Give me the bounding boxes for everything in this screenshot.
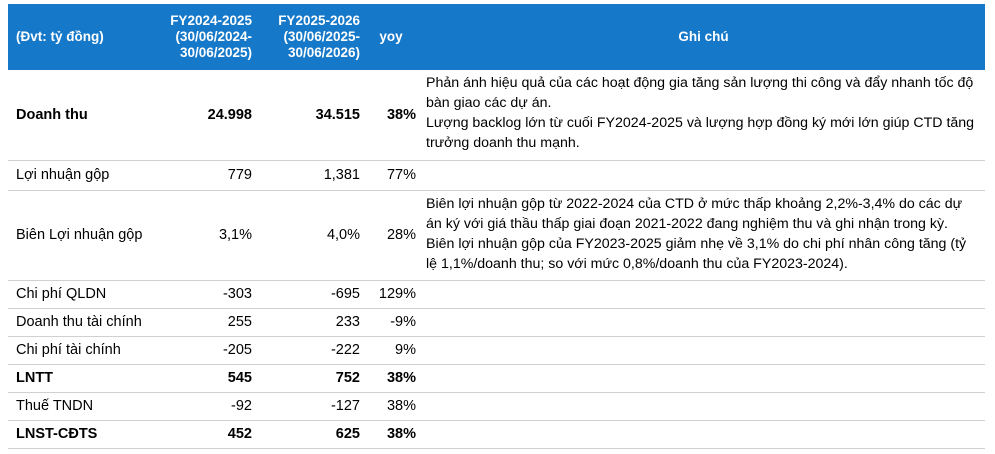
value-fy2024-2025: 545 bbox=[148, 364, 258, 392]
table-row bbox=[8, 160, 985, 190]
value-fy2024-2025: 24.998 bbox=[148, 70, 258, 160]
yoy-value: 38% bbox=[366, 392, 422, 420]
value-fy2025-2026: 752 bbox=[258, 364, 366, 392]
row-label: Chi phí QLDN bbox=[8, 280, 148, 308]
row-label: Doanh thu tài chính bbox=[8, 308, 148, 336]
fy1-line-1: FY2024-2025 bbox=[170, 13, 252, 28]
value-fy2025-2026: -127 bbox=[258, 392, 366, 420]
value-fy2025-2026: -222 bbox=[258, 336, 366, 364]
value-fy2024-2025: -303 bbox=[148, 280, 258, 308]
value-fy2025-2026: 233 bbox=[258, 308, 366, 336]
note-paragraph: Phản ánh hiệu quả của các hoạt động gia tăng sản lượng thi công và đẩy nhanh tốc độ bàn giao các dự án. bbox=[426, 75, 974, 111]
financial-table bbox=[8, 4, 985, 449]
value-fy2024-2025: -92 bbox=[148, 392, 258, 420]
fy2-line-3: 30/06/2026) bbox=[287, 45, 360, 60]
header-row bbox=[8, 4, 985, 70]
table-row bbox=[8, 190, 985, 280]
unit-header: (Đvt: tỷ đồng) bbox=[8, 4, 148, 70]
value-fy2024-2025: 255 bbox=[148, 308, 258, 336]
value-fy2024-2025: 3,1% bbox=[148, 190, 258, 280]
row-label: Chi phí tài chính bbox=[8, 336, 148, 364]
value-fy2024-2025: -205 bbox=[148, 336, 258, 364]
fy1-line-3: 30/06/2025) bbox=[179, 45, 252, 60]
note-cell bbox=[422, 308, 985, 336]
value-fy2025-2026: 4,0% bbox=[258, 190, 366, 280]
note-cell bbox=[422, 420, 985, 448]
note-paragraph: Biên lợi nhuận gộp từ 2022-2024 của CTD ở mức thấp khoảng 2,2%-3,4% do các dự án ký với giá thầu thấp giai đoạn 2021-2022 đang nghiệm thu và ghi nhận trong kỳ. bbox=[426, 195, 963, 232]
note-header: Ghi chú bbox=[422, 4, 985, 70]
value-fy2024-2025: 779 bbox=[148, 160, 258, 190]
note-cell bbox=[422, 364, 985, 392]
table-row bbox=[8, 364, 985, 392]
value-fy2025-2026: -695 bbox=[258, 280, 366, 308]
note-cell bbox=[422, 392, 985, 420]
note-cell bbox=[422, 190, 985, 280]
yoy-value: 129% bbox=[366, 280, 422, 308]
value-fy2025-2026: 1,381 bbox=[258, 160, 366, 190]
table-row bbox=[8, 392, 985, 420]
row-label: Biên Lợi nhuận gộp bbox=[8, 190, 148, 280]
yoy-value: 38% bbox=[366, 70, 422, 160]
yoy-value: 77% bbox=[366, 160, 422, 190]
fy2-header bbox=[258, 4, 366, 70]
fy1-header bbox=[148, 4, 258, 70]
yoy-value: 38% bbox=[366, 420, 422, 448]
yoy-value: 9% bbox=[366, 336, 422, 364]
table-row bbox=[8, 336, 985, 364]
value-fy2025-2026: 34.515 bbox=[258, 70, 366, 160]
table-row bbox=[8, 70, 985, 160]
fy1-line-2: (30/06/2024- bbox=[175, 29, 252, 44]
note-cell bbox=[422, 336, 985, 364]
value-fy2025-2026: 625 bbox=[258, 420, 366, 448]
note-paragraph: Biên lợi nhuận gộp của FY2023-2025 giảm nhẹ về 3,1% do chi phí nhân công tăng (tỷ lệ 1,1%/doanh thu; so với mức 0,8%/doanh thu của FY2023-2024). bbox=[426, 235, 967, 272]
yoy-header: yoy bbox=[366, 4, 422, 70]
fy2-line-2: (30/06/2025- bbox=[283, 29, 360, 44]
note-cell bbox=[422, 280, 985, 308]
table-row bbox=[8, 420, 985, 448]
row-label: Thuế TNDN bbox=[8, 392, 148, 420]
row-label: LNST-CĐTS bbox=[8, 420, 148, 448]
yoy-value: 28% bbox=[366, 190, 422, 280]
note-paragraph: Lượng backlog lớn từ cuối FY2024-2025 và lượng hợp đồng ký mới lớn giúp CTD tăng trưởng doanh thu mạnh. bbox=[426, 115, 975, 151]
table-row bbox=[8, 280, 985, 308]
table-row bbox=[8, 308, 985, 336]
fy2-line-1: FY2025-2026 bbox=[278, 13, 360, 28]
row-label: Lợi nhuận gộp bbox=[8, 160, 148, 190]
note-cell bbox=[422, 70, 985, 160]
yoy-value: 38% bbox=[366, 364, 422, 392]
value-fy2024-2025: 452 bbox=[148, 420, 258, 448]
yoy-value: -9% bbox=[366, 308, 422, 336]
note-cell bbox=[422, 160, 985, 190]
row-label: LNTT bbox=[8, 364, 148, 392]
row-label: Doanh thu bbox=[8, 70, 148, 160]
